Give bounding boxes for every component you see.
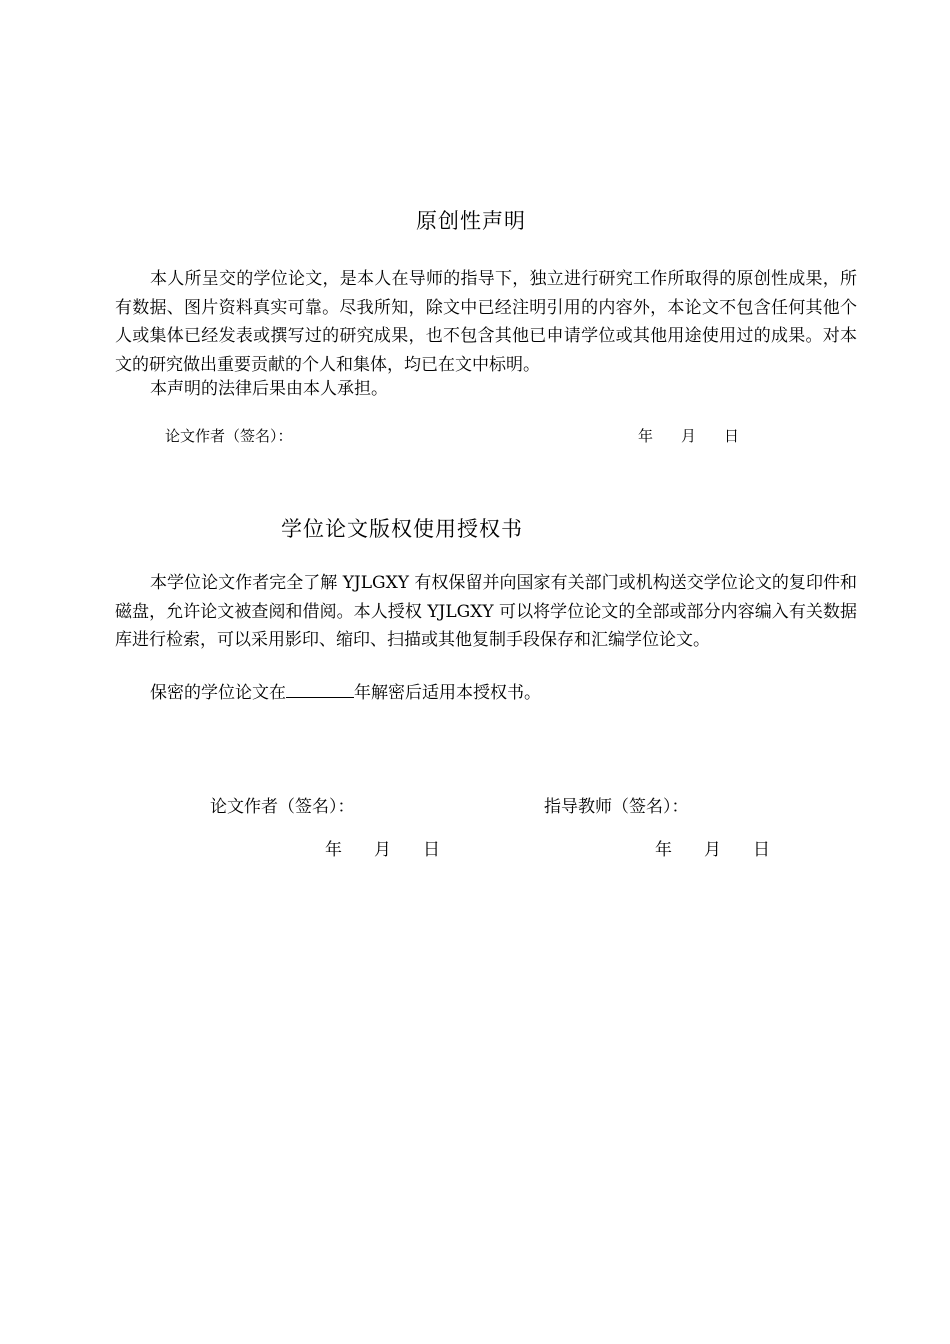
declaration-date-line: [638, 425, 739, 446]
date-day: 日: [423, 840, 440, 860]
date-month: 月: [681, 427, 697, 445]
declaration-signature-label: 论文作者（签名）：: [165, 427, 293, 445]
confidentiality-text-after: 年解密后适用本授权书。: [354, 683, 541, 703]
authorization-title: 学位论文版权使用授权书: [281, 517, 523, 541]
date-month: 月: [374, 840, 391, 860]
advisor-signature-label: 指导教师（签名）：: [544, 797, 689, 817]
date-day: 日: [753, 840, 770, 860]
advisor-date-line: [655, 835, 770, 860]
date-day: 日: [724, 427, 740, 445]
authorization-paragraph: 本学位论文作者完全了解 YJLGXY 有权保留并向国家有关部门或机构送交学位论文的复印件和磁盘，允许论文被查阅和借阅。本人授权 YJLGXY 可以将学位论文的全部或部分内容编入有关数据库进行检索，可以采用影印、缩印、扫描或其他复制手段保存和汇编学位论文。: [115, 573, 857, 651]
confidentiality-text-before: 保密的学位论文在: [150, 683, 286, 703]
date-year: 年: [655, 840, 672, 860]
date-year: 年: [325, 840, 342, 860]
year-blank-field: [286, 683, 354, 698]
declaration-legal-paragraph: 本声明的法律后果由本人承担。: [150, 379, 388, 399]
date-month: 月: [704, 840, 721, 860]
date-year: 年: [638, 427, 654, 445]
confidentiality-paragraph: [115, 679, 857, 708]
author-signature-label: 论文作者（签名）：: [210, 797, 355, 817]
declaration-paragraph: 本人所呈交的学位论文，是本人在导师的指导下，独立进行研究工作所取得的原创性成果，所有数据、图片资料真实可靠。尽我所知，除文中已经注明引用的内容外，本论文不包含任何其他个人或集体已经发表或撰写过的研究成果，也不包含其他已申请学位或其他用途使用过的成果。对本文的研究做出重要贡献的个人和集体，均已在文中标明。: [115, 269, 857, 375]
declaration-title: 原创性声明: [416, 209, 526, 233]
author-date-line: [325, 835, 440, 860]
